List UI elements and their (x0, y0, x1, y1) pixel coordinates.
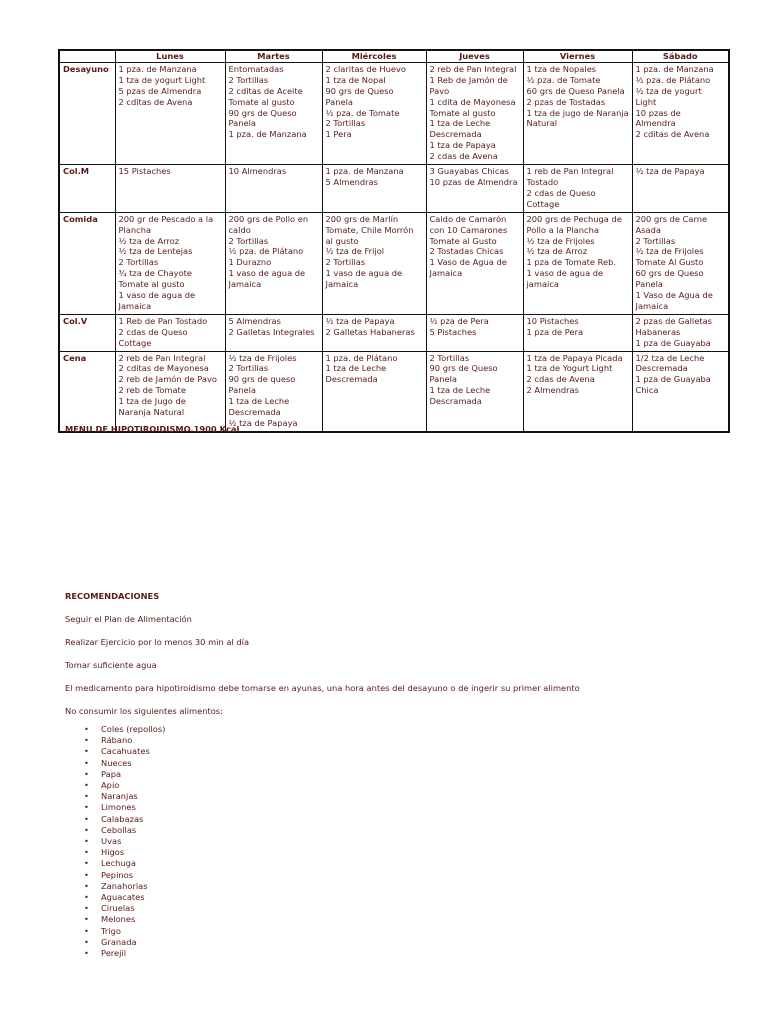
day-header: Lunes (115, 50, 225, 62)
meal-cell-line: ½ tza de yogurt (635, 85, 702, 96)
meal-label: Col.V (59, 314, 115, 351)
meal-cell-line: Panela (228, 385, 256, 396)
meal-cell-line: 2 Tortillas (325, 257, 366, 268)
meal-cell-line: 2 cditas de Avena (635, 129, 710, 140)
meal-cell-line: 1 pza. de Manzana (118, 63, 197, 74)
corner-cell (59, 50, 115, 62)
meal-cell (115, 165, 225, 213)
meal-cell-line: 2 cdas de Avena (526, 374, 595, 385)
recommendation-item: No consumir los siguientes alimentos: (65, 706, 223, 716)
meal-cell (632, 212, 729, 314)
meal-cell-line: Asada (635, 224, 661, 235)
meal-cell-line: 2 Galletas Integrales (228, 326, 315, 337)
bullet-icon: • (84, 948, 89, 959)
recommendations-title: RECOMENDACIONES (65, 591, 160, 601)
avoid-food-item (84, 903, 705, 914)
avoid-food-item (84, 847, 705, 858)
meal-cell-line: 15 Pistaches (118, 166, 171, 177)
meal-row (59, 351, 729, 432)
meal-cell-line: 3 Guayabas Chicas (429, 166, 509, 177)
meal-cell-line: ½ tza de Papaya (325, 315, 395, 326)
meal-cell (632, 351, 729, 432)
avoid-food-item (84, 948, 705, 959)
avoid-food-label: Perejil (101, 948, 127, 959)
meal-cell-line: 200 gr de Pescado a la (118, 213, 214, 224)
meal-cell-line: 2 Tortillas (228, 235, 269, 246)
meal-cell (426, 62, 523, 164)
meal-cell-line: Light (635, 96, 657, 107)
bullet-icon: • (84, 925, 89, 936)
meal-label: Desayuno (59, 62, 115, 164)
meal-cell (225, 351, 322, 432)
meal-cell-line: 200 grs de Pollo en (228, 213, 309, 224)
meal-cell-line: con 10 Camarones (429, 224, 508, 235)
meal-cell-line: 1 tza de Leche (325, 363, 387, 374)
meal-cell-line: Entomatadas (228, 63, 284, 74)
meal-label: Col.M (59, 165, 115, 213)
meal-cell (115, 212, 225, 314)
avoid-food-label: Coles (repollos) (101, 724, 166, 734)
avoid-food-item (84, 881, 705, 892)
meal-cell-line: 2 Tortillas (228, 363, 269, 374)
meal-cell-line: 5 Almendras (325, 176, 378, 187)
meal-cell-line: Jamaica (325, 279, 359, 290)
avoid-food-label: Calabazas (101, 813, 144, 824)
meal-cell-line: 200 grs de Marlín (325, 213, 399, 224)
meal-cell-line: 10 Almendras (228, 166, 287, 177)
meal-cell-line: Almendra (635, 118, 676, 129)
avoid-food-label: Naranjas (101, 791, 138, 802)
meal-cell-line: Pollo a la Plancha (526, 224, 599, 235)
meal-cell-line: 2 claritas de Huevo (325, 63, 406, 74)
meal-cell-line: ½ tza de Frijoles (228, 352, 297, 363)
avoid-food-item (84, 937, 705, 948)
meal-cell (115, 62, 225, 164)
avoid-food-label: Granada (101, 936, 137, 947)
bullet-icon: • (84, 903, 89, 914)
meal-cell-line: ½ tza de Arroz (526, 246, 588, 257)
bullet-icon: • (84, 880, 89, 891)
meal-cell (115, 351, 225, 432)
meal-cell-line: 1 tza de Leche (429, 385, 491, 396)
meal-cell-line: ½ tza de Frijoles (635, 246, 704, 257)
meal-cell-line: 1/2 tza de Leche (635, 352, 705, 363)
meal-cell-line: 2 pzas de Galletas (635, 315, 712, 326)
meal-cell-line: 1 pza. de Plátano (325, 352, 398, 363)
meal-cell-line: Panela (429, 374, 457, 385)
bullet-icon: • (84, 836, 89, 847)
meal-cell (322, 62, 426, 164)
meal-cell-line: 1 vaso de agua de (118, 290, 196, 301)
bullet-icon: • (84, 780, 89, 791)
meal-cell-line: 5 pzas de Almendra (118, 85, 202, 96)
avoid-food-label: Limones (101, 802, 136, 813)
meal-cell-line: 2 Tortillas (118, 257, 159, 268)
meal-cell-line: ½ pza. de Plátano (228, 246, 304, 257)
meal-cell-line: 1 pza de Tomate Reb. (526, 257, 617, 268)
meal-cell-line: 1 pza. de Manzana (325, 166, 404, 177)
meal-cell-line: 1 tza de Leche (429, 118, 491, 129)
meal-cell-line: 60 grs de Queso Panela (526, 85, 625, 96)
meal-cell-line: 2 Tortillas (635, 235, 676, 246)
meal-cell-line: Descremada (429, 129, 482, 140)
meal-cell-line: 1 tza de Leche (228, 396, 290, 407)
meal-row (59, 62, 729, 164)
meal-cell-line: Cottage (118, 337, 152, 348)
meal-rows (59, 62, 729, 432)
meal-cell-line: Descramada (429, 396, 482, 407)
meal-cell-line: 1 Vaso de Agua de (635, 290, 713, 301)
meal-cell-line: 1 tza de jugo de Naranja (526, 107, 629, 118)
bullet-icon: • (84, 858, 89, 869)
meal-cell-line: Panela (635, 279, 663, 290)
meal-cell-line: Tomate al gusto (118, 279, 185, 290)
meal-cell (632, 165, 729, 213)
meal-cell-line: 1 pza de Guayaba (635, 374, 711, 385)
avoid-food-label: Cebollas (101, 824, 137, 835)
meal-cell-line: 1 pza de Pera (526, 326, 584, 337)
meal-cell-line: ½ tza de Papaya (228, 418, 298, 428)
meal-cell (426, 351, 523, 432)
meal-cell (225, 62, 322, 164)
meal-cell (523, 314, 632, 351)
meal-cell-line: 1 tza de Papaya Picada (526, 352, 623, 363)
avoid-food-label: Ciruelas (101, 903, 135, 914)
meal-cell-line: 1 Durazno (228, 257, 272, 268)
avoid-food-item (84, 724, 705, 735)
avoid-food-label: Zanahorias (101, 880, 148, 891)
avoid-food-label: Aguacates (101, 892, 145, 903)
meal-cell-line: 10 pzas de Almendra (429, 176, 518, 187)
bullet-icon: • (84, 936, 89, 947)
meal-label: Cena (59, 351, 115, 432)
avoid-foods-list (65, 724, 705, 959)
avoid-food-item (84, 780, 705, 791)
meal-cell-line: ½ tza de Papaya (635, 166, 705, 177)
meal-cell-line: Cottage (526, 198, 560, 209)
meal-cell-line: Descremada (228, 407, 281, 418)
avoid-food-label: Trigo (101, 925, 121, 936)
meal-cell-line: Panela (325, 96, 353, 107)
meal-cell-line: 1 reb de Pan Integral (526, 166, 614, 177)
meal-cell-line: Panela (228, 118, 256, 129)
meal-row (59, 212, 729, 314)
avoid-food-label: Cacahuates (101, 746, 150, 757)
avoid-food-label: Higos (101, 847, 125, 858)
avoid-food-item (84, 802, 705, 813)
meal-cell-line: ½ pza. de Tomate (325, 107, 400, 118)
meal-cell-line: Jamaica (429, 268, 463, 279)
meal-cell-line: 60 grs de Queso (635, 268, 704, 279)
meal-cell (632, 314, 729, 351)
meal-cell (322, 212, 426, 314)
meal-cell-line: 1 tza de Nopales (526, 63, 597, 74)
meal-cell-line: caldo (228, 224, 251, 235)
meal-cell (225, 165, 322, 213)
meal-cell (426, 314, 523, 351)
meal-cell (523, 165, 632, 213)
avoid-food-label: Melones (101, 914, 136, 925)
avoid-food-item (84, 746, 705, 757)
recommendations-section (65, 591, 705, 959)
meal-cell-line: 2 reb de Jamón de Pavo (118, 374, 217, 385)
meal-cell-line: Naranja Natural (118, 407, 185, 418)
recommendation-item: Tomar suficiente agua (65, 660, 157, 670)
day-header: Viernes (523, 50, 632, 62)
avoid-food-item (84, 814, 705, 825)
meal-cell-line: 2 cditas de Aceite (228, 85, 303, 96)
avoid-food-item (84, 858, 705, 869)
meal-cell-line: 5 Pistaches (429, 326, 477, 337)
meal-label: Comida (59, 212, 115, 314)
avoid-food-item (84, 836, 705, 847)
meal-cell-line: Caldo de Camarón (429, 213, 507, 224)
meal-cell-line: 2 cditas de Avena (118, 96, 193, 107)
meal-cell-line: Tomate al Gusto (429, 235, 497, 246)
meal-cell-line: jamaica (526, 279, 560, 290)
meal-cell-line: 2 pzas de Tostadas (526, 96, 606, 107)
meal-cell-line: Jamaica (118, 300, 152, 311)
avoid-food-label: Lechuga (101, 858, 137, 869)
bullet-icon: • (84, 802, 89, 813)
meal-cell-line: Chica (635, 385, 659, 396)
avoid-food-label: Papa (101, 768, 122, 779)
meal-cell-line: Plancha (118, 224, 152, 235)
day-header: Jueves (426, 50, 523, 62)
meal-cell-line: 2 cdas de Avena (429, 151, 498, 162)
avoid-food-item (84, 825, 705, 836)
bullet-icon: • (84, 869, 89, 880)
meal-cell (322, 165, 426, 213)
meal-cell-line: 200 grs de Pechuga de (526, 213, 622, 224)
meal-cell (115, 314, 225, 351)
meal-cell (523, 62, 632, 164)
avoid-food-item (84, 914, 705, 925)
bullet-icon: • (84, 914, 89, 925)
meal-cell-line: 200 grs de Carne (635, 213, 708, 224)
meal-cell-line: ½ pza. de Tomate (526, 74, 601, 85)
meal-cell-line: 1 Pera (325, 129, 352, 140)
meal-cell-line: 1 tza de Nopal (325, 74, 386, 85)
meal-cell-line: Habaneras (635, 326, 681, 337)
meal-cell (426, 165, 523, 213)
avoid-food-item (84, 791, 705, 802)
meal-cell-line: 90 grs de Queso (325, 85, 394, 96)
avoid-food-item (84, 735, 705, 746)
bullet-icon: • (84, 746, 89, 757)
meal-cell-line: Tomate Al Gusto (635, 257, 704, 268)
meal-cell-line: 2 Tortillas (228, 74, 269, 85)
avoid-food-item (84, 758, 705, 769)
meal-plan-table (58, 49, 730, 433)
avoid-food-item (84, 926, 705, 937)
meal-cell-line: 1 vaso de agua de (228, 268, 306, 279)
meal-cell-line: Tomate al gusto (228, 96, 295, 107)
meal-cell (523, 212, 632, 314)
meal-cell-line: Tomate, Chile Morrón (325, 224, 414, 235)
meal-cell (322, 314, 426, 351)
day-header-row (59, 50, 729, 62)
meal-cell-line: Tostado (526, 176, 559, 187)
bullet-icon: • (84, 824, 89, 835)
meal-cell-line: ½ tza de Lentejas (118, 246, 193, 257)
meal-cell-line: Jamaica (228, 279, 262, 290)
avoid-food-item (84, 769, 705, 780)
meal-cell-line: 2 reb de Pan Integral (118, 352, 206, 363)
meal-cell-line: Natural (526, 118, 558, 129)
meal-cell (523, 351, 632, 432)
meal-cell-line: 1 pza. de Manzana (228, 129, 307, 140)
meal-cell-line: 90 grs de Queso (228, 107, 297, 118)
meal-cell-line: 1 vaso de agua de (325, 268, 403, 279)
meal-cell-line: 10 Pistaches (526, 315, 579, 326)
avoid-food-label: Rábano (101, 735, 133, 746)
meal-cell-line: 2 cdas de Queso (526, 187, 596, 198)
meal-cell-line: ½ pza. de Plátano (635, 74, 711, 85)
meal-cell-line: 1 vaso de agua de (526, 268, 604, 279)
bullet-icon: • (84, 768, 89, 779)
meal-cell-line: 2 cditas de Mayonesa (118, 363, 209, 374)
meal-cell-line: ½ tza de Frijol (325, 246, 385, 257)
meal-cell-line: 10 pzas de (635, 107, 681, 118)
meal-cell-line: ½ pza de Pera (429, 315, 489, 326)
recommendation-item: Seguir el Plan de Alimentación (65, 614, 192, 624)
meal-cell-line: Tomate al gusto (429, 107, 496, 118)
meal-cell-line: al gusto (325, 235, 359, 246)
avoid-food-label: Uvas (101, 836, 122, 847)
avoid-food-label: Nueces (101, 757, 132, 768)
meal-cell-line: 2 Tortillas (325, 118, 366, 129)
meal-cell-line: ½ tza de Arroz (118, 235, 180, 246)
menu-caption: MENU DE HIPOTIROIDISMO.1900 Kcal (65, 424, 240, 434)
meal-cell-line: 1 pza de Guayaba (635, 337, 711, 348)
bullet-icon: • (84, 847, 89, 858)
meal-cell-line: Jamaica (635, 300, 669, 311)
meal-row (59, 165, 729, 213)
meal-cell-line: 2 cdas de Queso (118, 326, 188, 337)
recommendation-item: Realizar Ejercicio por lo menos 30 min al día (65, 637, 250, 647)
meal-cell-line: 2 Almendras (526, 385, 579, 396)
meal-cell (225, 212, 322, 314)
bullet-icon: • (84, 813, 89, 824)
meal-cell-line: 5 Almendras (228, 315, 281, 326)
meal-cell-line: Descremada (635, 363, 688, 374)
meal-cell-line: 2 Tostadas Chicas (429, 246, 504, 257)
meal-cell-line: 1 cdita de Mayonesa (429, 96, 516, 107)
avoid-food-item (84, 892, 705, 903)
bullet-icon: • (84, 757, 89, 768)
day-header: Martes (225, 50, 322, 62)
meal-cell-line: 1 tza de Jugo de (118, 396, 186, 407)
meal-cell-line: Pavo (429, 85, 450, 96)
meal-cell-line: 90 grs de Queso (429, 363, 498, 374)
meal-cell-line: 90 grs de queso (228, 374, 296, 385)
avoid-food-item (84, 870, 705, 881)
meal-cell-line: 2 reb de Tomate (118, 385, 186, 396)
avoid-food-label: Pepinos (101, 869, 134, 880)
meal-cell-line: 1 Reb de Jamón de (429, 74, 508, 85)
meal-cell-line: 1 tza de yogurt Light (118, 74, 206, 85)
meal-cell-line: 1 Reb de Pan Tostado (118, 315, 208, 326)
meal-cell (426, 212, 523, 314)
meal-cell (322, 351, 426, 432)
meal-cell-line: 1 tza de Papaya (429, 140, 496, 151)
meal-cell-line: Descremada (325, 374, 378, 385)
meal-cell-line: ½ tza de Frijoles (526, 235, 595, 246)
bullet-icon: • (84, 892, 89, 903)
avoid-food-label: Apio (101, 780, 120, 791)
meal-cell-line: 2 reb de Pan Integral (429, 63, 517, 74)
recommendation-item: El medicamento para hipotiroidismo debe tomarse en ayunas, una hora antes del desayuno o de ingerir su primer alimento (65, 683, 580, 693)
meal-cell-line: 1 tza de Yogurt Light (526, 363, 613, 374)
meal-cell (225, 314, 322, 351)
meal-cell-line: 2 Galletas Habaneras (325, 326, 415, 337)
day-header: Sábado (632, 50, 729, 62)
bullet-icon: • (84, 735, 89, 746)
meal-cell-line: ¾ tza de Chayote (118, 268, 192, 279)
meal-cell-line: 2 Tortillas (429, 352, 470, 363)
bullet-icon: • (84, 724, 89, 734)
meal-cell-line: 1 Vaso de Agua de (429, 257, 507, 268)
day-header: Miércoles (322, 50, 426, 62)
bullet-icon: • (84, 791, 89, 802)
meal-cell (632, 62, 729, 164)
meal-row (59, 314, 729, 351)
meal-cell-line: 1 pza. de Manzana (635, 63, 714, 74)
